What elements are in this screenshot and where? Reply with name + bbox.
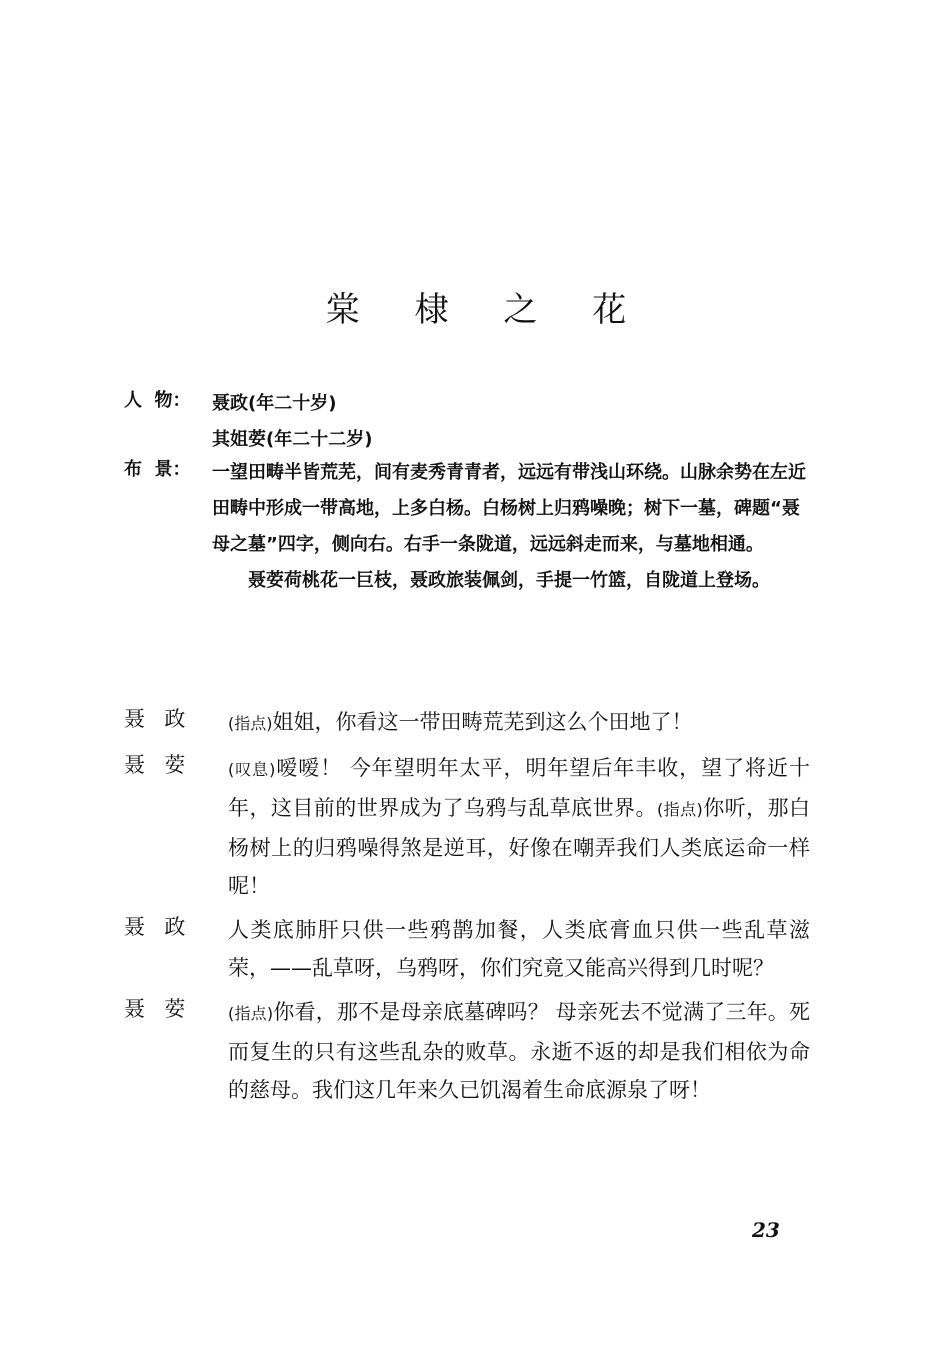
- setting-section: [124, 455, 814, 599]
- stage-direction: (叹息): [228, 760, 276, 779]
- setting-note: 聂荌荷桃花一巨枝，聂政旅装佩剑，手提一竹篮，自陇道上登场。: [248, 570, 770, 591]
- speech-content: 你看，那不是母亲底墓碑吗？ 母亲死去不觉满了三年。死而复生的只有这些乱杂的败草。永逝不返的却是我们相依为命的慈母。我们这几年来久已饥渴着生命底源泉了呀！: [228, 1000, 810, 1102]
- speech-content: 姐姐，你看这一带田畴荒芜到这么个田地了！: [272, 710, 693, 734]
- cast-section: [124, 386, 814, 458]
- dialogue-line: [124, 911, 810, 987]
- page-number: 23: [752, 1218, 780, 1242]
- speech-content: 你听，那白杨树上的归鸦噪得煞是逆耳，好像在嘲弄我们人类底运命一样呢！: [228, 796, 810, 898]
- cast-line-1: 聂政(年二十岁): [212, 393, 337, 414]
- setting-label: 布 景：: [124, 459, 191, 480]
- speech-content: 人类底肺肝只供一些鸦鹊加餐，人类底膏血只供一些乱草滋荣，——乱草呀，乌鸦呀，你们究竟又能高兴得到几时呢？: [228, 918, 810, 980]
- dialogue-section: [124, 703, 810, 1115]
- setting-row: [124, 455, 814, 599]
- dialogue-line: [124, 749, 810, 905]
- speech-text: [228, 749, 810, 905]
- speech-text: [228, 703, 810, 743]
- cast-row: [124, 386, 814, 458]
- speaker-name: 聂 政: [124, 707, 188, 731]
- speech-text: [228, 993, 810, 1109]
- dialogue-line: [124, 703, 810, 743]
- speaker-name: 聂 荌: [124, 753, 188, 777]
- setting-text: 一望田畴半皆荒芜，间有麦秀青青者，远远有带浅山环绕。山脉余势在左近田畴中形成一带高地，上多白杨。白杨树上归鸦噪晚；树下一墓，碑题“聂母之墓”四字，侧向右。右手一条陇道，远远斜走而来，与墓地相通。: [212, 462, 806, 555]
- dialogue-line: [124, 993, 810, 1109]
- stage-direction: (指点): [228, 1004, 274, 1023]
- stage-direction: (指点): [656, 800, 703, 819]
- speaker-name: 聂 荌: [124, 997, 188, 1021]
- speech-content: 嗳嗳！ 今年望明年太平，明年望后年丰收，望了将近十年，这目前的世界成为了乌鸦与乱草底世界。: [228, 756, 810, 820]
- speech-text: [228, 911, 810, 987]
- cast-label: 人 物：: [124, 390, 191, 411]
- speaker-name: 聂 政: [124, 915, 188, 939]
- page-title: 棠 棣 之 花: [325, 290, 649, 330]
- cast-line-2: 其姐荌(年二十二岁): [212, 429, 373, 450]
- stage-direction: (指点): [228, 714, 273, 733]
